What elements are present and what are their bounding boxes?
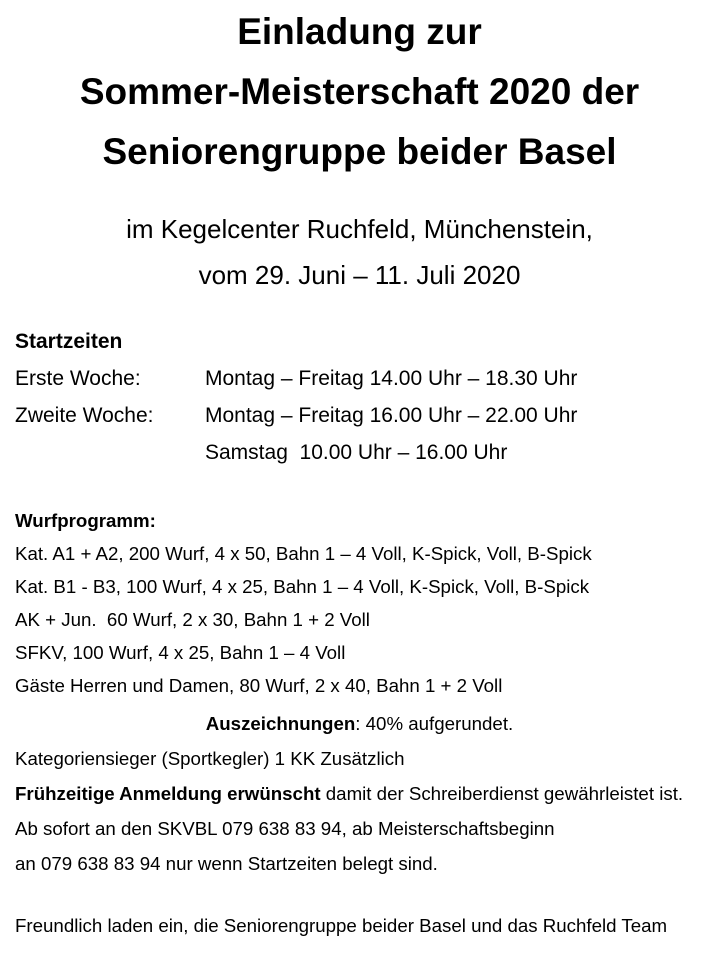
kontakt-line-2: an 079 638 83 94 nur wenn Startzeiten belegt sind. — [15, 853, 438, 874]
title-line-3: Seniorengruppe beider Basel — [102, 131, 617, 172]
startzeiten-section — [15, 323, 704, 471]
document-subtitle — [15, 206, 704, 298]
document-title — [15, 2, 704, 182]
startzeiten-row-label: Erste Woche: — [15, 367, 141, 390]
closing-line: Freundlich laden ein, die Seniorengruppe beider Basel und das Ruchfeld Team — [15, 915, 668, 936]
auszeichnungen-value: : 40% aufgerundet. — [355, 713, 514, 734]
startzeiten-row-time: Montag – Freitag 14.00 Uhr – 18.30 Uhr — [205, 367, 578, 390]
subtitle-dates: vom 29. Juni – 11. Juli 2020 — [198, 260, 521, 290]
wurfprogramm-line-kat-a: Kat. A1 + A2, 200 Wurf, 4 x 50, Bahn 1 – 4 Voll, K-Spick, Voll, B-Spick — [15, 543, 592, 564]
startzeiten-heading: Startzeiten — [15, 330, 123, 353]
startzeiten-row-zweite-woche — [15, 397, 704, 434]
wurfprogramm-line-gaeste: Gäste Herren und Damen, 80 Wurf, 2 x 40, Bahn 1 + 2 Voll — [15, 675, 503, 696]
kategoriensieger-line: Kategoriensieger (Sportkegler) 1 KK Zusätzlich — [15, 748, 405, 769]
wurfprogramm-line-ak-jun: AK + Jun. 60 Wurf, 2 x 30, Bahn 1 + 2 Voll — [15, 609, 370, 630]
auszeichnungen-line — [15, 706, 704, 741]
startzeiten-row-time: Samstag 10.00 Uhr – 16.00 Uhr — [205, 441, 508, 464]
anmeldung-rest-text: damit der Schreiberdienst gewährleistet ist. — [320, 783, 684, 804]
startzeiten-row-time: Montag – Freitag 16.00 Uhr – 22.00 Uhr — [205, 404, 578, 427]
title-line-2: Sommer-Meisterschaft 2020 der — [79, 71, 640, 112]
awards-registration-section — [15, 706, 704, 881]
title-line-1: Einladung zur — [237, 11, 482, 52]
startzeiten-row-samstag — [15, 434, 704, 471]
wurfprogramm-heading: Wurfprogramm: — [15, 510, 156, 531]
anmeldung-bold-text: Frühzeitige Anmeldung erwünscht — [15, 783, 321, 804]
wurfprogramm-line-kat-b: Kat. B1 - B3, 100 Wurf, 4 x 25, Bahn 1 – 4 Voll, K-Spick, Voll, B-Spick — [15, 576, 590, 597]
startzeiten-row-label — [15, 434, 205, 471]
wurfprogramm-line-sfkv: SFKV, 100 Wurf, 4 x 25, Bahn 1 – 4 Voll — [15, 642, 346, 663]
anmeldung-line — [15, 776, 704, 811]
kontakt-line-1: Ab sofort an den SKVBL 079 638 83 94, ab Meisterschaftsbeginn — [15, 818, 555, 839]
subtitle-location: im Kegelcenter Ruchfeld, Münchenstein, — [126, 214, 593, 244]
wurfprogramm-section — [15, 504, 704, 702]
auszeichnungen-label: Auszeichnungen — [205, 713, 356, 734]
startzeiten-row-erste-woche — [15, 360, 704, 397]
startzeiten-row-label: Zweite Woche: — [15, 404, 154, 427]
